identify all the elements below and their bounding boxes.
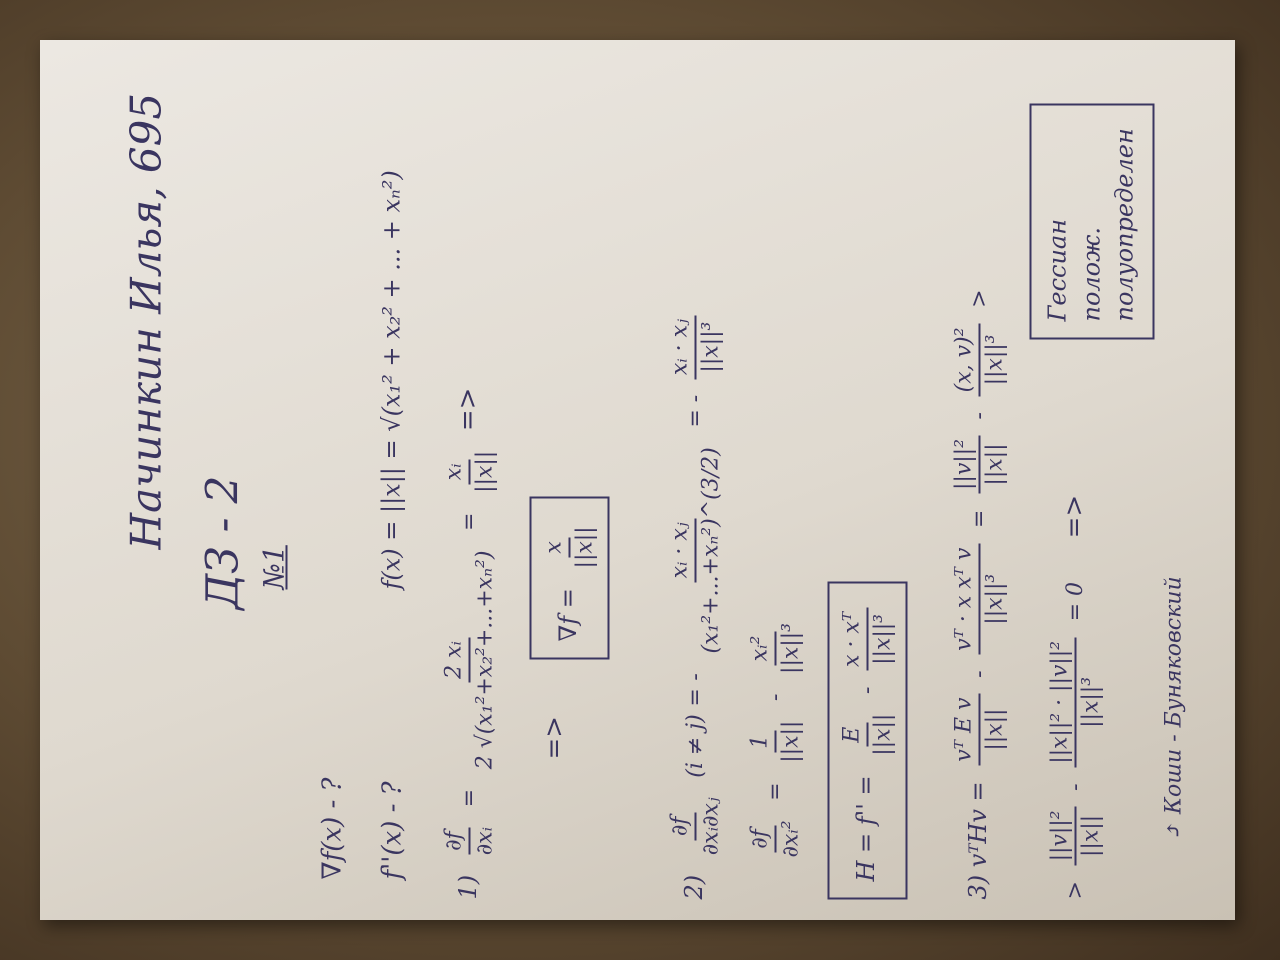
- definition-rhs: √(x₁² + x₂² + ... + xₙ²): [377, 170, 406, 432]
- step2-diag-t1-num: 1: [748, 731, 777, 753]
- step1-equals: =: [457, 788, 482, 808]
- hessian-term1: [840, 710, 896, 760]
- step3-implies-arrow: =>: [1059, 494, 1089, 539]
- step3-term6: [1048, 637, 1104, 768]
- step2-mixed-frac-num: xᵢ · xⱼ: [668, 518, 697, 582]
- step3-t1-num: vᵀ E v: [952, 694, 981, 766]
- step2-mixed-num: ∂f: [668, 813, 697, 841]
- handwritten-document: [80, 80, 1275, 960]
- cauchy-bunyakovsky-annotation: [1162, 576, 1187, 839]
- gradient-num: x: [542, 537, 571, 557]
- step3-line: [952, 289, 1008, 899]
- author-line: Начинкин Илья, 695: [121, 92, 171, 550]
- step2-equals: =: [683, 688, 708, 707]
- step2-diag-minus: -: [763, 693, 788, 702]
- step1-deriv-num: ∂f: [442, 827, 471, 855]
- step1-deriv-den: ∂xᵢ: [472, 827, 498, 856]
- hessian-t2-den: ||x||³: [870, 614, 896, 665]
- gradient-question: ∇f(x) - ?: [317, 777, 348, 880]
- function-definition: [378, 170, 406, 589]
- step1-line: [442, 388, 498, 900]
- step1-result: [442, 447, 498, 497]
- step3-term5: [1048, 807, 1104, 866]
- step2-mixed-den: ∂xᵢ∂xⱼ: [698, 797, 724, 856]
- step2-mixed-result: [668, 315, 724, 379]
- step3-t1-den: ||x||: [982, 708, 1008, 751]
- conclusion-box: [1030, 104, 1155, 340]
- step3-equals-zero: = 0: [1063, 581, 1088, 622]
- step3-minus-3: -: [1063, 783, 1088, 791]
- step3-minus: -: [967, 670, 992, 678]
- step2-mixed-fraction: [668, 443, 724, 657]
- gradient-den: ||x||: [572, 526, 598, 569]
- step1-label: 1): [454, 874, 482, 900]
- step2-equals-minus: = -: [683, 394, 708, 428]
- hessian-t1-num: E: [840, 723, 869, 747]
- gradient-lhs: ∇f =: [554, 588, 582, 642]
- hessian-result-box: [828, 582, 908, 900]
- conclusion-line-1: Гессиан полож.: [1043, 218, 1106, 322]
- step2-label: 2): [680, 874, 708, 900]
- step2-minus: -: [683, 673, 708, 681]
- step2-diag-derivative: [748, 816, 804, 861]
- step1-res-num: xᵢ: [442, 459, 471, 484]
- hessian-lhs: H = f'' =: [852, 775, 880, 882]
- step3-t6-den: ||x||³: [1078, 676, 1104, 728]
- step1-fraction: [442, 547, 498, 774]
- step3-minus-2: -: [967, 412, 992, 420]
- step1-frac-den: 2 √(x₁²+x₂²+...+xₙ²): [472, 550, 498, 770]
- step3-t2-num: vᵀ · x xᵀ v: [952, 544, 981, 655]
- step3-t5-den: ||x||: [1078, 814, 1104, 857]
- step3-lhs: vᵀHv =: [964, 781, 992, 868]
- step2-diag-t1-den: ||x||: [778, 720, 804, 763]
- step3-bound-line: [1048, 495, 1104, 900]
- step3-term4: [952, 324, 1008, 397]
- step3-t6-num: ||x||² · ||v||²: [1048, 637, 1077, 768]
- gradient-result-box: [530, 496, 610, 659]
- step2-mixed-frac-den: (x₁²+...+xₙ²)^(3/2): [698, 447, 724, 654]
- step2-diag-den: ∂xᵢ²: [778, 820, 804, 858]
- paper-sheet: [40, 40, 1235, 920]
- hessian-t2-num: x · xᵀ: [840, 608, 869, 671]
- hessian-t1-den: ||x||: [870, 713, 896, 756]
- step2-diag-num: ∂f: [748, 825, 777, 853]
- problem-number: №1: [257, 545, 291, 590]
- step3-equals: =: [967, 509, 992, 529]
- step2-diag-term1: [748, 717, 804, 767]
- step1-frac-num: 2 xᵢ: [442, 637, 471, 683]
- step3-term3: [952, 435, 1008, 494]
- step3-greater-2: >: [1063, 881, 1088, 900]
- step3-t4-num: (x, v)²: [952, 324, 981, 397]
- step2-mixed-line: [668, 307, 724, 899]
- step3-t3-num: ||v||²: [952, 435, 981, 494]
- annotation-text: Коши - Буняковский: [1161, 576, 1187, 815]
- step2-diag-equals: =: [763, 782, 788, 801]
- step3-t4-den: ||x||³: [982, 334, 1008, 386]
- conclusion-line-2: полуопределен: [1110, 128, 1139, 322]
- definition-lhs: f(x) = ||x|| =: [377, 439, 406, 590]
- step3-term2: [952, 544, 1008, 655]
- step3-label: 3): [964, 874, 992, 900]
- step2-mixed-res-num: xᵢ · xⱼ: [668, 315, 697, 379]
- step3-t3-den: ||x||: [982, 443, 1008, 486]
- page-title: ДЗ - 2: [197, 475, 249, 610]
- hessian-term2: [840, 608, 896, 671]
- step1-res-den: ||x||: [472, 450, 498, 493]
- step3-t2-den: ||x||³: [982, 573, 1008, 625]
- curved-arrow-icon: ⤴: [1161, 821, 1187, 840]
- step2-diagonal-line: [748, 611, 804, 869]
- step2-diag-t2-den: ||x||³: [778, 623, 804, 674]
- step1-implies-arrow: =>: [453, 387, 483, 432]
- step1-derivative: [442, 823, 498, 859]
- step2-mixed-derivative: [668, 793, 724, 859]
- step1-equals-2: =: [457, 512, 482, 531]
- step2-mixed-res-den: ||x||³: [698, 321, 724, 373]
- step1-implies-left: =>: [539, 715, 570, 760]
- gradient-fraction: [542, 522, 598, 572]
- step3-term1: [952, 694, 1008, 766]
- hessian-minus: -: [855, 686, 880, 695]
- step3-greater: >: [967, 289, 992, 308]
- step3-t5-num: ||v||²: [1048, 807, 1077, 866]
- step2-condition: (i ≠ j): [683, 714, 708, 778]
- step2-diag-t2-num: xᵢ²: [748, 632, 777, 666]
- step2-diag-term2: [748, 619, 804, 678]
- hessian-question: f''(x) - ?: [377, 781, 408, 880]
